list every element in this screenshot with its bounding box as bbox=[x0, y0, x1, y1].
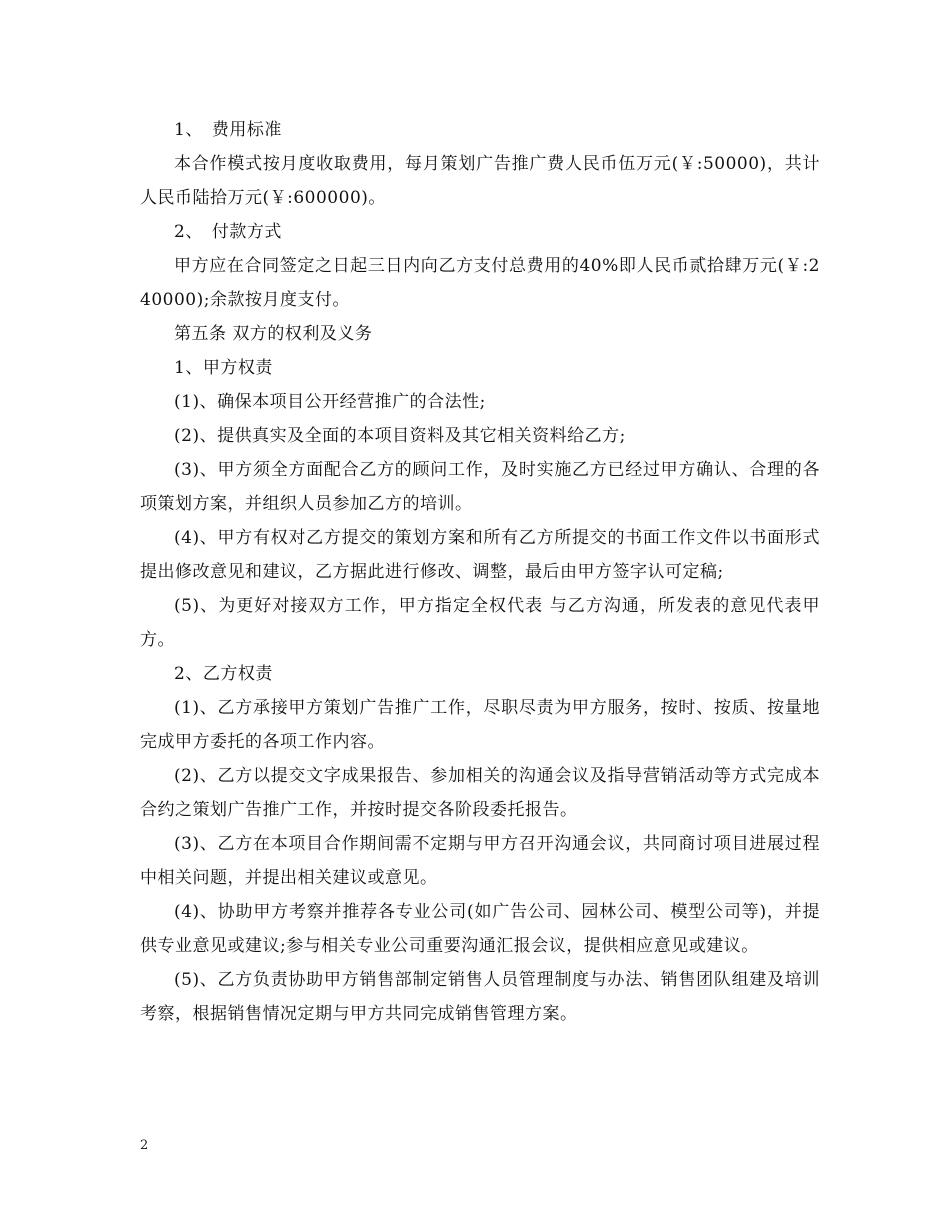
party-a-item-5: (5)、为更好对接双方工作，甲方指定全权代表 与乙方沟通，所发表的意见代表甲方。 bbox=[140, 596, 820, 650]
party-a-item-4: (4)、甲方有权对乙方提交的策划方案和所有乙方所提交的书面工作文件以书面形式提出修改意见和建议，乙方据此进行修改、调整，最后由甲方签字认可定稿; bbox=[140, 528, 820, 582]
party-b-item-2: (2)、乙方以提交文字成果报告、参加相关的沟通会议及指导营销活动等方式完成本合约之策划广告推广工作，并按时提交各阶段委托报告。 bbox=[140, 766, 820, 820]
party-b-item-4: (4)、协助甲方考察并推荐各专业公司(如广告公司、园林公司、模型公司等)，并提供专业意见或建议;参与相关专业公司重要沟通汇报会议，提供相应意见或建议。 bbox=[140, 902, 820, 956]
party-b-item-3: (3)、乙方在本项目合作期间需不定期与甲方召开沟通会议，共同商讨项目进展过程中相关问题，并提出相关建议或意见。 bbox=[140, 834, 820, 888]
party-a-item-1: (1)、确保本项目公开经营推广的合法性; bbox=[174, 392, 486, 412]
party-b-item-5: (5)、乙方负责协助甲方销售部制定销售人员管理制度与办法、销售团队组建及培训考察，根据销售情况定期与甲方共同完成销售管理方案。 bbox=[140, 970, 820, 1024]
section-heading-fee-standard: 1、 费用标准 bbox=[174, 120, 282, 140]
party-b-item-1: (1)、乙方承接甲方策划广告推广工作，尽职尽责为甲方服务，按时、按质、按量地完成甲方委托的各项工作内容。 bbox=[140, 698, 820, 752]
document-body bbox=[140, 113, 820, 1031]
party-a-item-2: (2)、提供真实及全面的本项目资料及其它相关资料给乙方; bbox=[174, 426, 626, 446]
party-a-rights-heading: 1、甲方权责 bbox=[174, 358, 273, 378]
party-a-item-3: (3)、甲方须全方面配合乙方的顾问工作，及时实施乙方已经过甲方确认、合理的各项策划方案，并组织人员参加乙方的培训。 bbox=[140, 460, 820, 514]
paragraph-payment-detail: 甲方应在合同签定之日起三日内向乙方支付总费用的40%即人民币贰拾肆万元(￥:240000);余款按月度支付。 bbox=[140, 256, 820, 310]
article-five-title: 第五条 双方的权利及义务 bbox=[174, 324, 373, 344]
section-heading-payment-method: 2、 付款方式 bbox=[174, 222, 282, 242]
paragraph-fee-detail: 本合作模式按月度收取费用，每月策划广告推广费人民币伍万元(￥:50000)，共计人民币陆拾万元(￥:600000)。 bbox=[140, 154, 820, 208]
party-b-rights-heading: 2、乙方权责 bbox=[174, 664, 273, 684]
page-number: 2 bbox=[140, 1138, 149, 1153]
